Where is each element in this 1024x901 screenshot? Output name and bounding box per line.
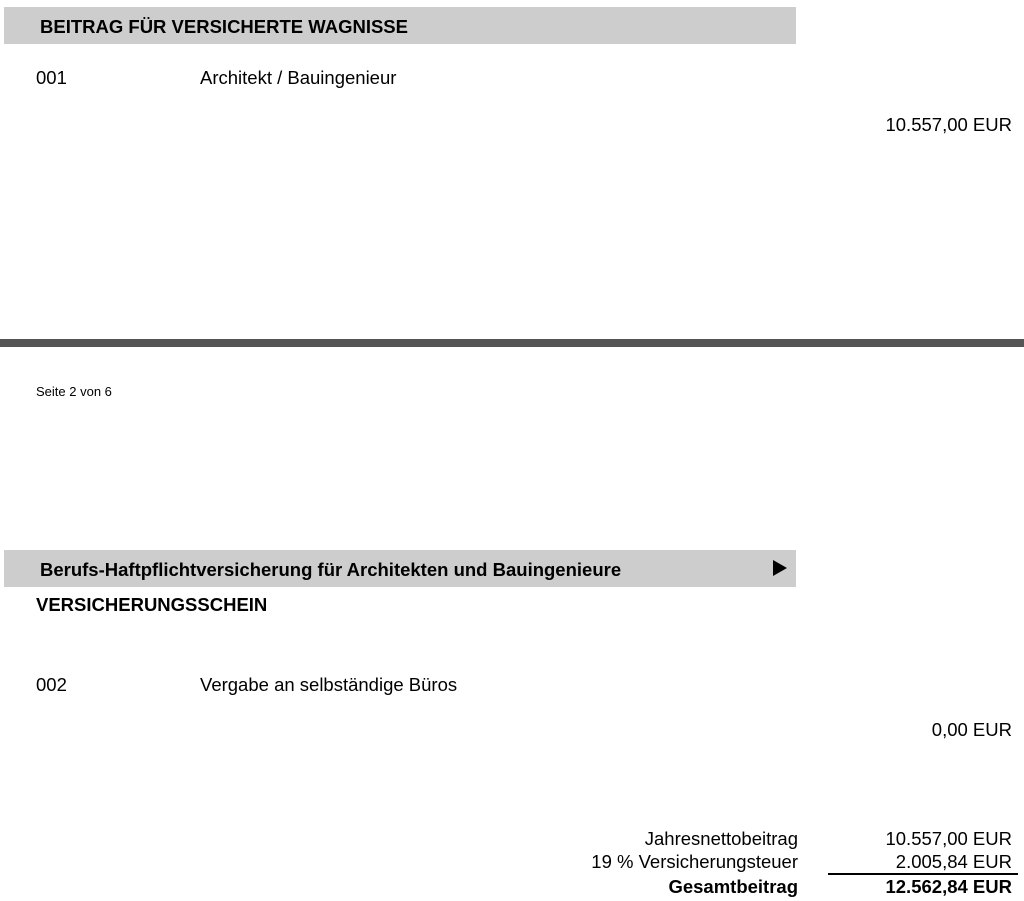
policy-title: Berufs-Haftpflichtversicherung für Architekten und Bauingenieure [40,559,622,580]
item-amount-002: 0,00 EUR [931,719,1012,740]
item-number-001: 001 [36,67,67,88]
item-description-001: Architekt / Bauingenieur [200,67,397,88]
page-number-label: Seite 2 von 6 [36,384,112,399]
continue-arrow-icon [773,560,787,576]
item-number-002: 002 [36,674,67,695]
total-premium-label: Gesamtbeitrag [668,876,798,897]
page-break-divider [0,339,1024,347]
insurance-tax-value: 2.005,84 EUR [895,851,1012,872]
section-header-title: BEITRAG FÜR VERSICHERTE WAGNISSE [40,16,408,37]
document-subtitle: VERSICHERUNGSSCHEIN [36,594,268,615]
net-premium-label: Jahresnettobeitrag [644,828,798,849]
section-header-band [4,7,796,44]
net-premium-value: 10.557,00 EUR [885,828,1012,849]
total-rule [828,873,1018,875]
policy-title-band [4,550,796,587]
item-amount-001: 10.557,00 EUR [885,114,1012,135]
insurance-tax-label: 19 % Versicherungsteuer [591,851,798,872]
item-description-002: Vergabe an selbständige Büros [200,674,458,695]
total-premium-value: 12.562,84 EUR [885,876,1012,897]
